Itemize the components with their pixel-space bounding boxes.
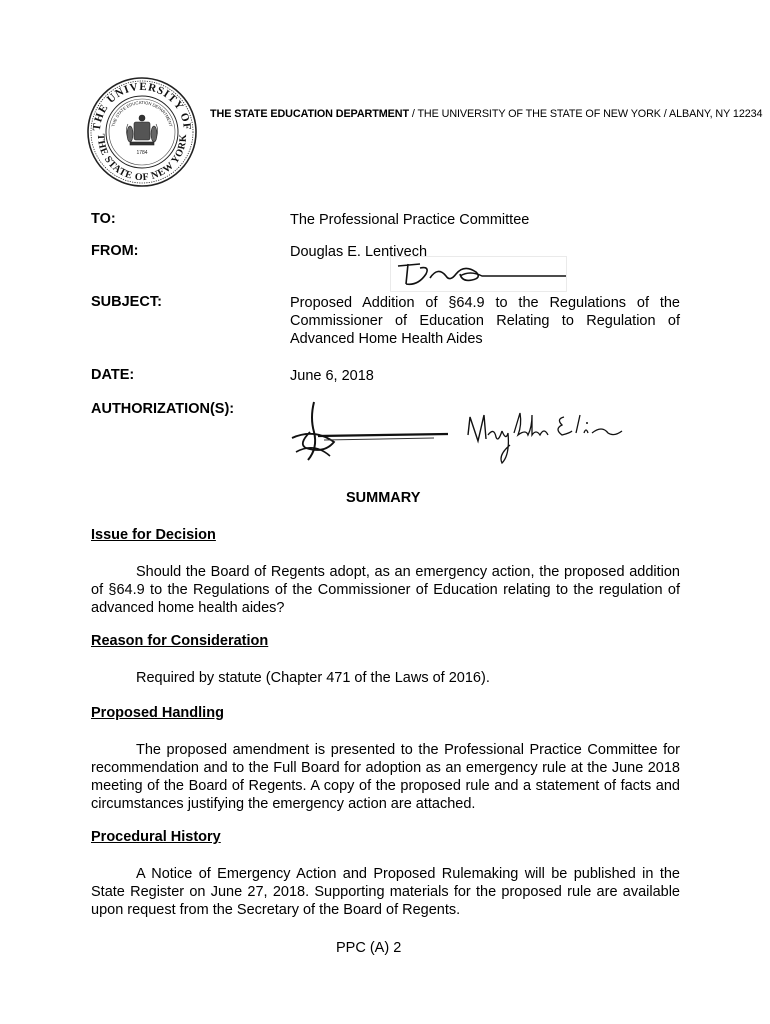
- handling-text: The proposed amendment is presented to the Professional Practice Committee for recommendation and to the Full Board for adoption as an emergency rule at the June 2018 meeting of the Board of Regents. A copy of the proposed rule and a statement of facts and circumstances justifying the emergency action are attached.: [91, 742, 680, 812]
- section-body-history: [91, 865, 680, 919]
- summary-heading: SUMMARY: [346, 490, 421, 506]
- subject-label: SUBJECT:: [91, 294, 162, 310]
- seal-inner-text: THE STATE EDUCATION DEPARTMENT: [110, 99, 174, 128]
- section-title-handling: Proposed Handling: [91, 705, 224, 721]
- to-value: The Professional Practice Committee: [290, 212, 530, 228]
- section-body-reason: [91, 669, 680, 687]
- section-body-handling: [91, 741, 680, 813]
- section-title-history: Procedural History: [91, 829, 221, 845]
- section-body-issue: [91, 563, 680, 617]
- issue-text: Should the Board of Regents adopt, as an emergency action, the proposed addition of §64.9 to the Regulations of the Commissioner of Education relating to the regulation of advanced home health aides?: [91, 564, 680, 616]
- history-text: A Notice of Emergency Action and Proposed Rulemaking will be published in the State Register on June 27, 2018. Supporting materials for the proposed rule are available upon request from the Secretary of the Board of Regents.: [91, 866, 680, 918]
- seal-outer-bottom-text: THE STATE OF NEW YORK: [94, 133, 190, 184]
- seal-year: 1784: [136, 150, 148, 156]
- page-footer: PPC (A) 2: [336, 940, 402, 956]
- seal-outer-top-text: THE UNIVERSITY OF: [90, 80, 194, 132]
- from-label: FROM:: [91, 243, 139, 259]
- crest-icon: [126, 115, 157, 145]
- from-signature: [390, 256, 568, 292]
- subject-value: Proposed Addition of §64.9 to the Regulations of the Commissioner of Education Relating to Regulation of Advanced Home Health Aides: [290, 295, 680, 347]
- letterhead-address: / THE UNIVERSITY OF THE STATE OF NEW YORK / ALBANY, NY 12234: [408, 108, 763, 120]
- authorization-label: AUTHORIZATION(S):: [91, 401, 235, 417]
- section-title-issue: Issue for Decision: [91, 527, 216, 543]
- university-seal: [86, 76, 198, 188]
- letterhead: [210, 108, 762, 120]
- letterhead-dept: THE STATE EDUCATION DEPARTMENT: [210, 108, 409, 120]
- date-label: DATE:: [91, 367, 135, 383]
- reason-text: Required by statute (Chapter 471 of the Laws of 2016).: [136, 670, 490, 686]
- date-value: June 6, 2018: [290, 368, 374, 384]
- authorization-signature-2: [462, 405, 624, 467]
- authorization-signature-1: [284, 398, 450, 464]
- from-value: Douglas E. Lentivech: [290, 244, 428, 260]
- section-title-reason: Reason for Consideration: [91, 633, 269, 649]
- to-label: TO:: [91, 211, 116, 227]
